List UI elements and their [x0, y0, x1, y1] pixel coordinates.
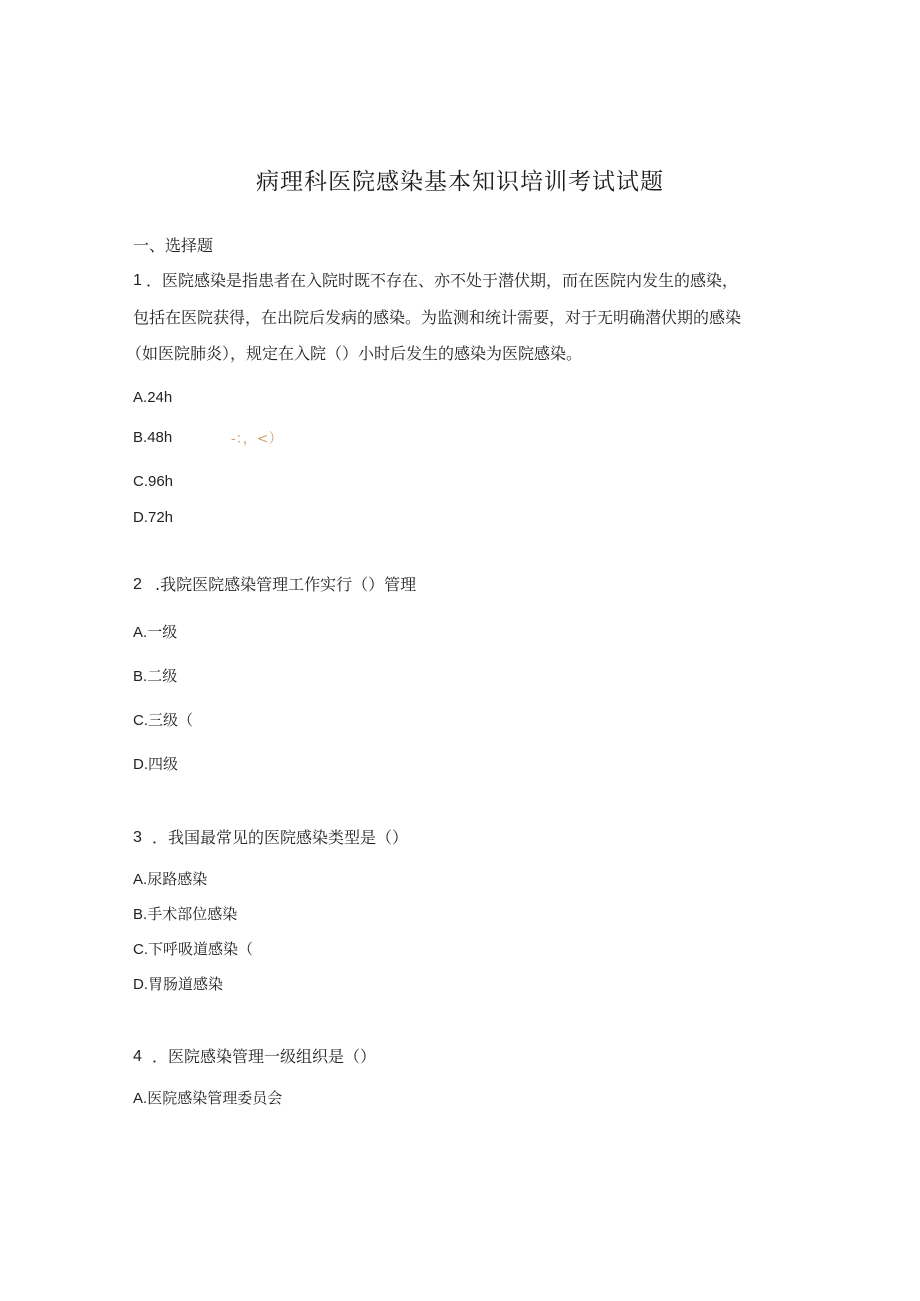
- option-a: A.医院感染管理委员会: [133, 1089, 283, 1107]
- question-number: 3: [133, 829, 142, 846]
- stray-mark: -：，<）: [231, 431, 283, 447]
- option-a: A.尿路感染: [133, 870, 208, 888]
- question-text-line: 包括在医院获得，在出院后发病的感染。为监测和统计需要，对于无明确潜伏期的感染: [133, 308, 742, 327]
- option-b: B.48h: [133, 429, 173, 446]
- option-c: C.96h: [133, 473, 174, 490]
- option-d: D.四级: [133, 755, 179, 773]
- option-b: B.二级: [133, 667, 178, 685]
- question-number: 1: [133, 272, 142, 289]
- question-text-line: .我院医院感染管理工作实行（）管理: [155, 575, 417, 594]
- document-title: 病理科医院感染基本知识培训考试试题: [256, 169, 664, 195]
- section-heading: 一、选择题: [133, 236, 214, 255]
- option-c: C.下呼吸道感染（: [133, 940, 254, 958]
- question-text-line: （如医院肺炎），规定在入院（）小时后发生的感染为医院感染。: [126, 344, 583, 363]
- option-d: D.胃肠道感染: [133, 975, 224, 993]
- question-text-line: ．医院感染是指患者在入院时既不存在、亦不处于潜伏期，而在医院内发生的感染，: [146, 271, 739, 290]
- question-text-line: ．医院感染管理一级组织是（）: [152, 1047, 377, 1066]
- option-a: A.24h: [133, 389, 173, 406]
- option-a: A.一级: [133, 623, 178, 641]
- question-number: 4: [133, 1048, 142, 1065]
- question-text-line: ．我国最常见的医院感染类型是（）: [152, 828, 409, 847]
- question-number: 2: [133, 576, 142, 593]
- option-c: C.三级（: [133, 711, 194, 729]
- option-b: B.手术部位感染: [133, 905, 238, 923]
- option-d: D.72h: [133, 509, 174, 526]
